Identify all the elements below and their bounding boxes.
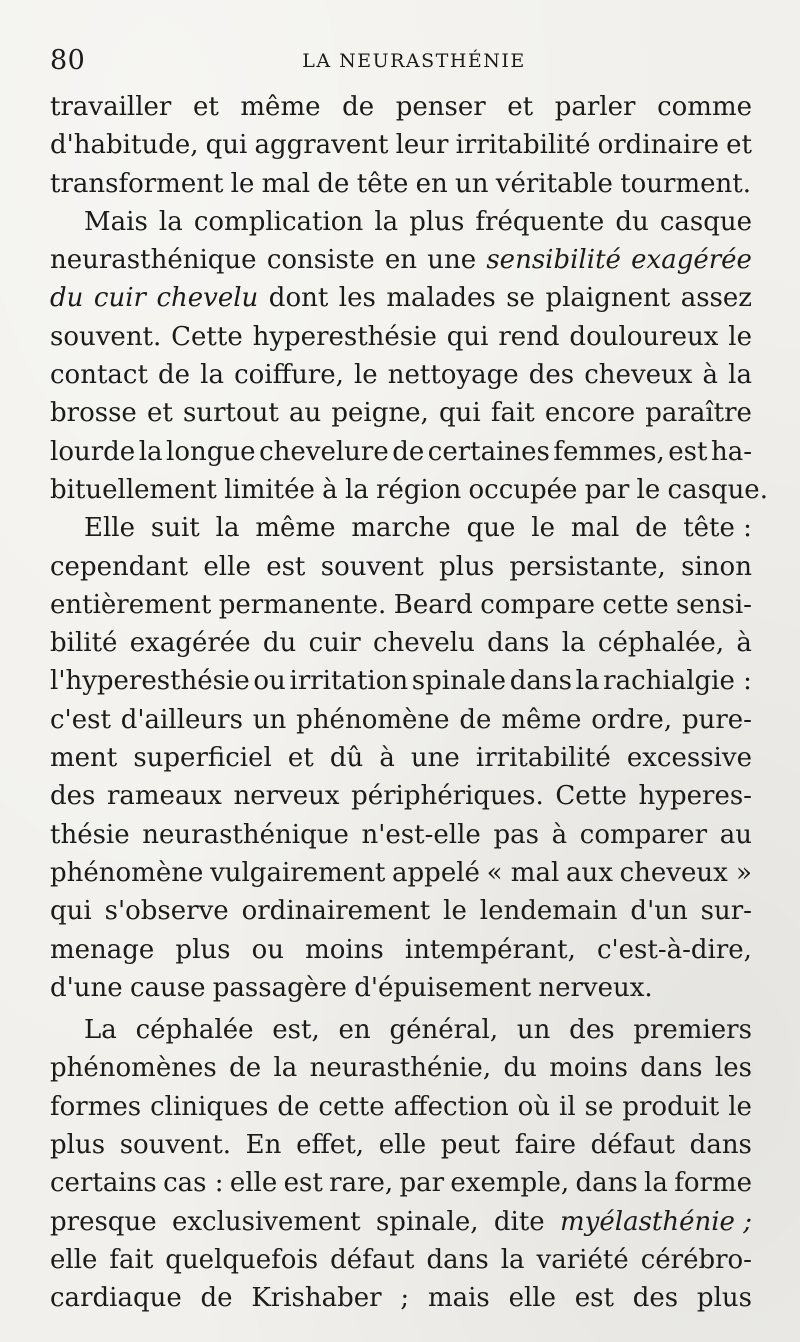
word: effet, <box>296 1130 365 1161</box>
word: cardiaque <box>50 1283 182 1314</box>
text-line <box>50 816 752 854</box>
text-line <box>50 969 752 1007</box>
word: à <box>551 819 568 850</box>
word: plus <box>409 206 465 237</box>
word: par <box>399 1168 445 1199</box>
word: formes <box>50 1091 142 1122</box>
text-line <box>50 892 752 930</box>
word: cas : <box>163 1168 224 1199</box>
word: moins <box>305 934 384 965</box>
word: le <box>636 474 661 505</box>
word: une <box>427 245 477 276</box>
word: des <box>528 360 575 391</box>
word: et <box>192 92 219 122</box>
word: dans <box>487 628 550 659</box>
word: au <box>288 398 322 429</box>
text-line <box>50 1049 752 1087</box>
word: tête <box>356 168 409 199</box>
word: penser <box>395 92 486 122</box>
word: spinale, <box>375 1206 479 1237</box>
word: un <box>455 168 489 199</box>
word: cheveux <box>584 360 693 391</box>
word: chevelu <box>156 283 259 314</box>
word: neurasthénique <box>50 245 257 276</box>
word: elle <box>508 1283 556 1314</box>
word: phénomène <box>50 857 204 888</box>
word: plus <box>439 551 495 582</box>
word: premiers <box>633 1015 752 1046</box>
word: des <box>632 1283 679 1314</box>
word: nettoyage <box>387 360 519 391</box>
word: produit <box>622 1091 720 1122</box>
word: parler <box>554 92 636 122</box>
word: myélasthénie ; <box>560 1206 752 1237</box>
word: la <box>728 360 752 391</box>
word: à <box>379 743 395 774</box>
word: en <box>384 245 417 276</box>
word: certaines <box>427 436 550 467</box>
word: dans <box>640 1053 703 1084</box>
word: cheveux » <box>619 857 752 888</box>
word: exemple, <box>450 1168 570 1199</box>
word: la <box>138 436 163 467</box>
word: chevelure <box>259 436 389 467</box>
word: véritable <box>495 168 613 199</box>
word: et <box>146 398 173 429</box>
text-line <box>50 356 752 394</box>
word: douloureux <box>569 321 719 352</box>
word: défaut <box>590 1130 675 1161</box>
word: qui <box>50 896 92 927</box>
word: mais <box>427 1283 490 1314</box>
word: défaut <box>330 1244 415 1275</box>
word: de <box>635 513 668 544</box>
word: qui <box>438 398 481 429</box>
word: la <box>273 1053 298 1084</box>
word: ou <box>253 666 286 697</box>
word: peigne, <box>331 398 429 429</box>
word: exclusivement <box>171 1206 361 1237</box>
word: un <box>516 1015 551 1046</box>
word: c'est <box>50 704 111 735</box>
word: c'est-à-dire, <box>596 934 752 965</box>
text-line <box>50 701 752 739</box>
word: un <box>252 704 287 735</box>
page-header <box>50 44 752 78</box>
word: malades <box>386 283 496 314</box>
word: fait <box>109 1244 154 1275</box>
word: Cette <box>555 781 627 812</box>
word: les <box>338 283 376 314</box>
word: ha- <box>710 436 752 467</box>
text-line <box>50 1279 752 1317</box>
word: la <box>374 206 399 237</box>
word: casque <box>659 206 752 237</box>
word: casque. <box>667 474 768 505</box>
word: bituellement <box>50 474 217 505</box>
word: région <box>376 474 462 505</box>
word: de <box>392 436 425 467</box>
word: rend <box>498 321 560 352</box>
word: le <box>728 321 752 352</box>
word: rare, <box>329 1168 394 1199</box>
word: est <box>574 1283 614 1314</box>
word: consiste <box>266 245 375 276</box>
word: sinon <box>681 551 752 582</box>
word: cause <box>129 972 206 1003</box>
word: même <box>240 92 321 122</box>
word: qui <box>205 130 248 161</box>
word: de <box>158 360 191 391</box>
word: hyperesthésie <box>252 321 437 352</box>
word: comparer <box>579 819 708 850</box>
text-line <box>50 854 752 892</box>
text-line <box>50 777 752 815</box>
word: vulgairement <box>210 857 386 888</box>
word: superficiel <box>133 743 272 774</box>
word: souvent <box>320 551 424 582</box>
word: rameaux <box>106 781 222 812</box>
word: cuir <box>308 628 361 659</box>
word: souvent. <box>119 1130 231 1161</box>
word: tête : <box>683 513 752 544</box>
word: Krishaber <box>251 1283 382 1314</box>
word: transforment <box>50 168 224 199</box>
word: femmes, <box>553 436 665 467</box>
word: plus <box>696 1283 752 1314</box>
word: compare <box>480 589 596 620</box>
word: ; <box>400 1283 410 1314</box>
word: plus <box>175 934 231 965</box>
word: qui <box>446 321 489 352</box>
word: fait <box>490 398 535 429</box>
word: du <box>50 283 84 314</box>
word: coiffure, <box>234 360 344 391</box>
text-line <box>50 318 752 356</box>
word: quelquefois <box>165 1244 319 1275</box>
word: dite <box>493 1206 545 1237</box>
word: suit <box>150 513 200 544</box>
word: ou <box>251 934 284 965</box>
word: neurasthénie, <box>309 1053 492 1084</box>
word: en <box>338 1015 371 1046</box>
word: il <box>559 1091 576 1122</box>
text-line <box>50 165 752 203</box>
word: des <box>569 1015 615 1046</box>
word: de <box>229 1053 262 1084</box>
word: la <box>215 513 240 544</box>
word: est, <box>272 1015 320 1046</box>
word: la <box>575 666 600 697</box>
word: et <box>726 130 752 161</box>
word: céphalée <box>135 1015 254 1046</box>
word: la <box>200 360 224 391</box>
word: lourde <box>50 436 136 467</box>
word: Cette <box>171 321 243 352</box>
word: elle <box>229 1168 278 1199</box>
word: plaignent <box>545 283 671 314</box>
word: affection <box>393 1091 509 1122</box>
word: dans <box>426 1244 489 1275</box>
word: dans <box>689 1130 752 1161</box>
word: comme <box>657 92 752 122</box>
word: où <box>517 1091 551 1122</box>
word: fréquente <box>475 206 605 237</box>
word: la <box>158 206 183 237</box>
word: phénomènes <box>50 1053 217 1084</box>
word: presque <box>50 1206 157 1237</box>
word: du <box>262 628 297 659</box>
word: intempérant, <box>404 934 576 965</box>
word: s'observe <box>104 896 229 927</box>
word: passagère <box>212 972 347 1003</box>
word: aggravent <box>254 130 389 161</box>
word: d'un <box>630 896 688 927</box>
text-line <box>50 1011 752 1049</box>
word: même <box>255 513 336 544</box>
word: dans <box>509 666 572 697</box>
text-line <box>50 433 752 471</box>
word: ment <box>50 743 118 774</box>
word: mal <box>261 168 311 199</box>
word: encore <box>544 398 636 429</box>
word: de <box>459 704 492 735</box>
text-line <box>50 394 752 432</box>
word: excessive <box>626 743 752 774</box>
word: occupée <box>468 474 578 505</box>
word: exagérée <box>129 628 251 659</box>
word: n'est-elle <box>361 819 481 850</box>
word: hyperes- <box>638 781 752 812</box>
word: moins <box>549 1053 628 1084</box>
word: sensi- <box>676 589 752 620</box>
word: surtout <box>183 398 279 429</box>
word: persistante, <box>509 551 666 582</box>
word: brosse <box>50 398 137 429</box>
word: permanente. <box>218 589 387 620</box>
word: irritabilité <box>475 743 611 774</box>
word: elle <box>50 1244 98 1275</box>
word: elle <box>378 1130 427 1161</box>
text-line <box>50 1126 752 1164</box>
word: la <box>644 1168 668 1199</box>
word: nerveux. <box>538 972 653 1003</box>
text-line <box>50 1088 752 1126</box>
word: de <box>317 168 350 199</box>
word: à <box>322 474 338 505</box>
word: exagérée <box>631 245 752 276</box>
text-line <box>50 1164 752 1202</box>
word: de <box>200 1283 233 1314</box>
word: chevelu <box>373 628 475 659</box>
running-head: LA NEURASTHÉNIE <box>302 50 526 72</box>
word: est <box>668 436 708 467</box>
word: pas <box>493 819 539 850</box>
word: Mais <box>84 206 148 237</box>
word: les <box>714 1053 752 1084</box>
word: dans <box>575 1168 638 1199</box>
word: menage <box>50 934 155 965</box>
word: leur <box>395 130 449 161</box>
word: thésie <box>50 819 130 850</box>
word: d'ailleurs <box>120 704 243 735</box>
word: peut <box>440 1130 501 1161</box>
word: est <box>283 1168 323 1199</box>
word: en <box>415 168 448 199</box>
word: cliniques <box>150 1091 269 1122</box>
word: le <box>230 168 255 199</box>
word: cuir <box>93 283 146 314</box>
word: cérébro- <box>640 1244 752 1275</box>
word: ordinaire <box>597 130 720 161</box>
word: entièrement <box>50 589 212 620</box>
word: sensibilité <box>486 245 621 276</box>
word: la <box>500 1244 525 1275</box>
word: En <box>245 1130 282 1161</box>
word: forme <box>674 1168 752 1199</box>
word: plus <box>50 1130 106 1161</box>
word: se <box>506 283 535 314</box>
word: cette <box>602 589 669 620</box>
word: ordinairement <box>241 896 431 927</box>
word: la <box>561 628 586 659</box>
text-line <box>50 931 752 969</box>
text-line <box>50 241 752 279</box>
word: le <box>531 513 555 544</box>
word: cette <box>318 1091 385 1122</box>
word: dû <box>329 743 364 774</box>
word: périphériques. <box>351 781 544 812</box>
word: d'une <box>50 972 123 1003</box>
text-line <box>50 624 752 662</box>
page-number: 80 <box>50 45 86 76</box>
word: et <box>507 92 534 122</box>
word: Beard <box>393 589 473 620</box>
word: d'épuisement <box>354 972 532 1003</box>
word: lendemain <box>479 896 618 927</box>
word: irritabilité <box>455 130 591 161</box>
word: longue <box>166 436 256 467</box>
word: assez <box>680 283 752 314</box>
text-line <box>50 548 752 586</box>
word: du <box>615 206 649 237</box>
word: général, <box>389 1015 499 1046</box>
word: céphalée, <box>597 628 725 659</box>
text-line <box>50 739 752 777</box>
text-line <box>50 126 752 164</box>
word: et <box>287 743 314 774</box>
word: pure- <box>681 704 752 735</box>
word: souvent. <box>50 321 162 352</box>
word: la <box>344 474 369 505</box>
word: elle <box>203 551 251 582</box>
word: La <box>84 1015 117 1046</box>
word: le <box>728 1091 752 1122</box>
word: faire <box>514 1130 576 1161</box>
word: rachialgie : <box>603 666 752 697</box>
word: travailler <box>50 92 172 122</box>
word: variété <box>536 1244 629 1275</box>
word: ordre, <box>591 704 673 735</box>
word: contact <box>50 360 148 391</box>
word: tourment. <box>620 168 751 199</box>
word: neurasthénique <box>142 819 349 850</box>
word: nerveux <box>233 781 340 812</box>
word: phénomène <box>296 704 450 735</box>
text-line <box>50 1203 752 1241</box>
word: appelé <box>392 857 480 888</box>
word: sur- <box>700 896 752 927</box>
text-line <box>50 509 752 547</box>
text-line <box>50 1241 752 1279</box>
word: une <box>410 743 460 774</box>
word: Elle <box>84 513 135 544</box>
word: de <box>342 92 375 122</box>
word: est <box>266 551 306 582</box>
word: se <box>584 1091 614 1122</box>
word: irritation <box>289 666 409 697</box>
word: paraître <box>645 398 752 429</box>
word: au <box>719 819 752 850</box>
word: le <box>353 360 378 391</box>
word: le <box>443 896 467 927</box>
word: bilité <box>50 628 118 659</box>
word: à <box>702 360 719 391</box>
word: « mal <box>486 857 560 888</box>
word: que <box>466 513 516 544</box>
word: aux <box>565 857 613 888</box>
word: spinale <box>411 666 507 697</box>
word: cependant <box>50 551 189 582</box>
word: à <box>736 628 752 659</box>
word: des <box>50 781 96 812</box>
body-text <box>50 88 768 1318</box>
word: même <box>501 704 582 735</box>
word: complication <box>193 206 364 237</box>
word: marche <box>351 513 451 544</box>
text-line <box>50 586 752 624</box>
word: limitée <box>224 474 315 505</box>
word: par <box>584 474 630 505</box>
word: dont <box>268 283 329 314</box>
word: de <box>277 1091 310 1122</box>
word: du <box>503 1053 537 1084</box>
text-line <box>50 88 752 126</box>
text-line <box>50 471 768 509</box>
word: l'hyperesthésie <box>50 666 250 697</box>
word: certains <box>50 1168 157 1199</box>
text-line <box>50 279 752 317</box>
word: d'habitude, <box>50 130 199 161</box>
text-line <box>50 662 752 700</box>
text-line <box>50 203 752 241</box>
word: mal <box>570 513 620 544</box>
